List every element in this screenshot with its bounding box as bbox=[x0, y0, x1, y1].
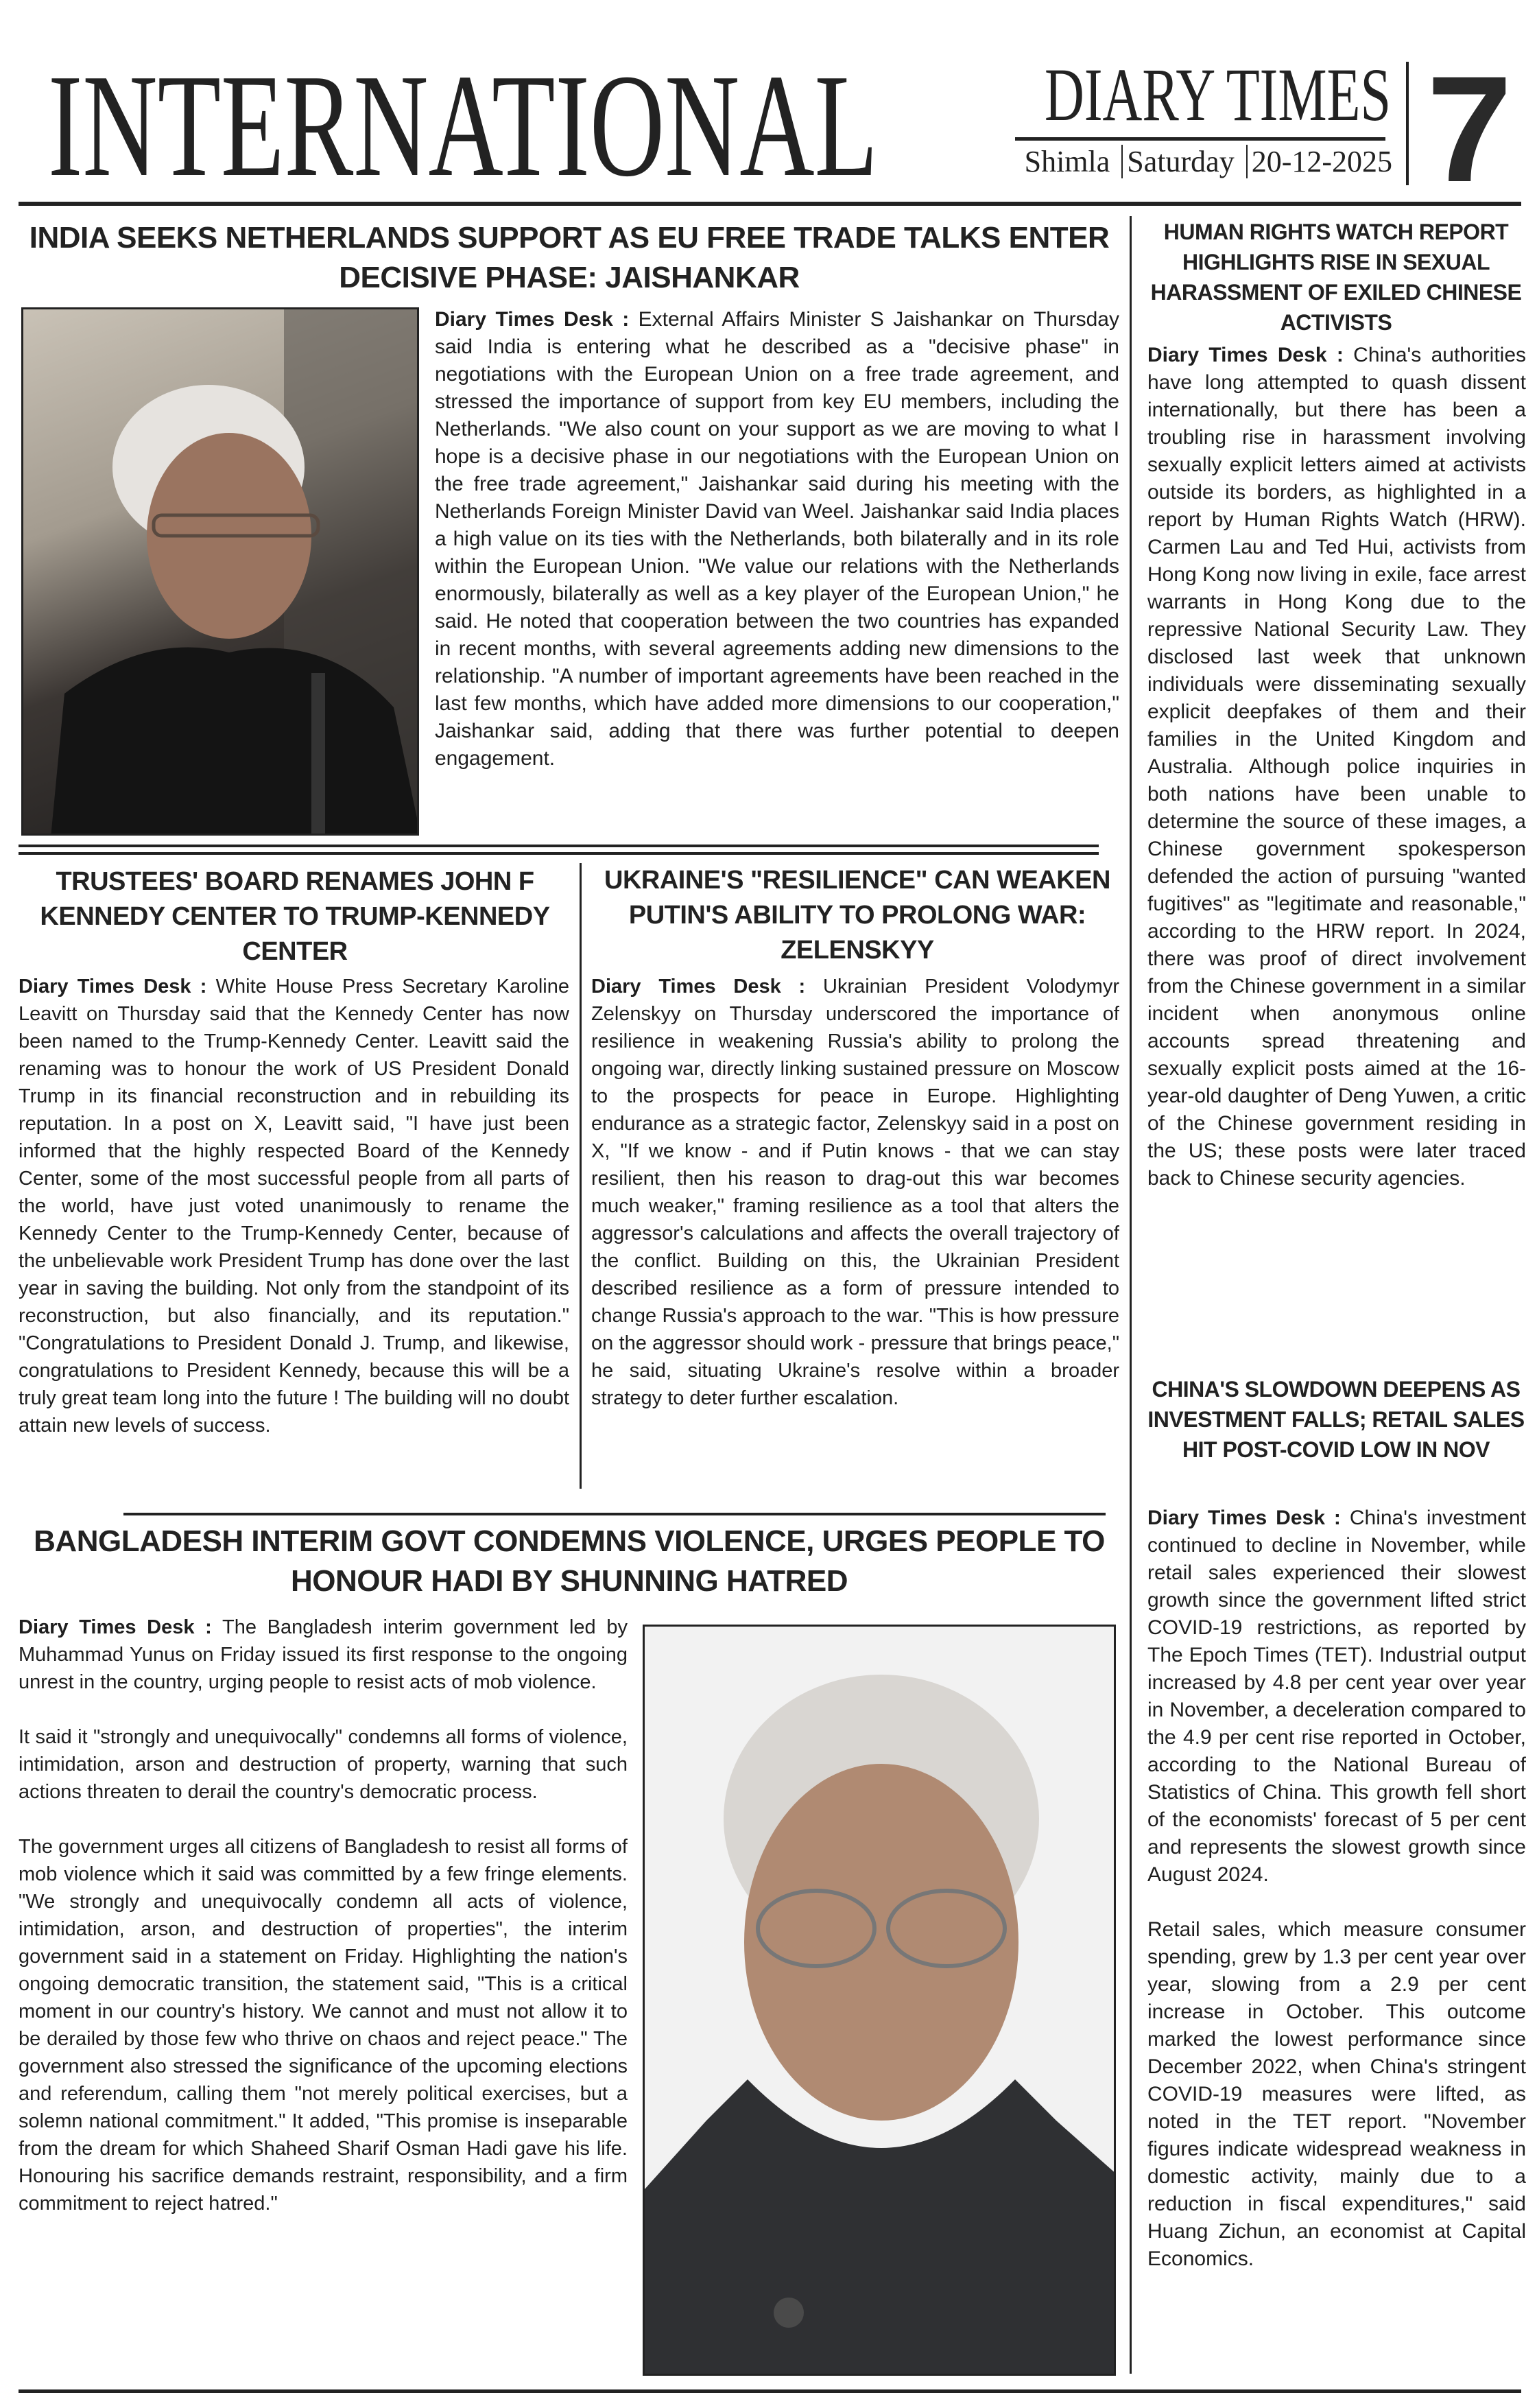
page-number-text: 7 bbox=[1427, 60, 1512, 187]
article-text: Ukrainian President Volodymyr Zelenskyy on Thursday underscored the importance of resilience in weakening Russia's ability to prolong the ongoing war, directly linking sustained pressure on Moscow to the prospects for peace in Europe. Highlighting endurance as a strategic factor, Zelenskyy said in a post on X, "If we know - and if Putin knows - that we can stay resilient, then his reason to drag-out this war becomes much weaker," framing resilience as a tool that alters the aggressor's calculations and affects the overall trajectory of the conflict. Building on this, the Ukrainian President described resilience as a form of pressure intended to change Russia's approach to the war. "This is how pressure on the aggressor should work - pressure that brings peace," he said, situating Ukraine's resolve within a broader strategy to deter further escalation. bbox=[591, 976, 1119, 1409]
section-title bbox=[41, 65, 905, 189]
article-body-zelenskyy bbox=[591, 973, 1119, 1501]
headline-bangladesh: BANGLADESH INTERIM GOVT CONDEMNS VIOLENCE, URGES PEOPLE TO HONOUR HADI BY SHUNNING HATRED bbox=[34, 1524, 1105, 1598]
article-body-hrw bbox=[1147, 342, 1526, 1364]
desk-label: Diary Times Desk : bbox=[1147, 344, 1344, 366]
paper-name-text: DIARY TIMES bbox=[1045, 62, 1391, 127]
double-rule-bottom bbox=[19, 852, 1099, 855]
article-paragraph: Retail sales, which measure consumer spending, grew by 1.3 per cent year over year, slowing from a 2.9 per cent increase in October. This outcome marked the lowest performance since December 2022, when China's stringent COVID-19 measures were lifted, as noted in the TET report. "November figures indicate widespread weakness in domestic activity, mainly due to a reduction in fiscal expenditures," said Huang Zichun, an economist at Capital Economics. bbox=[1147, 1918, 1526, 2270]
masthead-rule bbox=[19, 202, 1521, 206]
desk-label: Diary Times Desk : bbox=[19, 976, 207, 998]
double-rule-top bbox=[19, 845, 1099, 847]
masthead-underline bbox=[1015, 137, 1385, 141]
article-paragraph: China's investment continued to decline in November, while retail sales experienced their slowest growth since the government lifted strict COVID-19 restrictions, as reported by The Epoch Times (TET). Industrial output increased by 4.8 per cent year over year in November, a deceleration compared to the 4.9 per cent rise reported in October, according to the National Bureau of Statistics of China. This growth fell short of the economists' forecast of 5 per cent and represents the slowest growth since August 2024. bbox=[1147, 1507, 1526, 1886]
photo-jaishankar bbox=[21, 307, 419, 836]
desk-label: Diary Times Desk : bbox=[591, 976, 806, 998]
desk-label: Diary Times Desk : bbox=[1147, 1507, 1341, 1529]
headline-zelenskyy: UKRAINE'S "RESILIENCE" CAN WEAKEN PUTIN'S ABILITY TO PROLONG WAR: ZELENSKYY bbox=[604, 866, 1110, 965]
paper-name bbox=[1039, 62, 1396, 127]
dateline bbox=[1008, 143, 1392, 181]
right-column-divider bbox=[1130, 216, 1132, 2374]
article-text: External Affairs Minister S Jaishankar on Thursday said India is entering what he described as a "decisive phase" in negotiations with the European Union on a free trade agreement, and stressed the importance of support from key EU members, including the Netherlands. "We also count on your support as we are moving to what I hope is a decisive phase in our negotiations with the European Union on the free trade agreement," Jaishankar said during his meeting with the Netherlands Foreign Minister David van Weel. Jaishankar said India places a high value on its ties with the Netherlands, both bilaterally and in its role within the European Union. "We value our relations with the Netherlands enormously, bilaterally as well as a key player of the European Union," he said. He noted that cooperation between the two countries has expanded in recent months, with several agreements adding new dimensions to the relationship. "A number of important agreements have been reached in the last few months, which have added more dimensions to our cooperation," Jaishankar said, adding that there was further potential to deepen engagement. bbox=[435, 308, 1119, 770]
article-paragraph: It said it "strongly and unequivocally" condemns all forms of violence, intimidation, arson and destruction of property, warning that such actions threaten to derail the country's democratic process. bbox=[19, 1726, 628, 1803]
column-divider bbox=[580, 863, 582, 1489]
article-paragraph: The government urges all citizens of Bangladesh to resist all forms of mob violence which it said was committed by a few fringe elements. "We strongly and unequivocally condemn all acts of violence, intimidation, arson, and destruction of properties", the interim government said in a statement on Friday. Highlighting the nation's ongoing democratic transition, the statement said, "This is a critical moment in our country's history. We cannot and must not allow it to be derailed by those few who thrive on chaos and reject peace." The government also stressed the significance of the upcoming elections and referendum, calling them "not merely political exercises, but a solemn national commitment." It added, "This promise is inseparable from the dream for which Shaheed Sharif Osman Hadi gave his life. Honouring his sacrifice demands restraint, responsibility, and a firm commitment to reject hatred." bbox=[19, 1836, 628, 2215]
headline-china: CHINA'S SLOWDOWN DEEPENS AS INVESTMENT FALLS; RETAIL SALES HIT POST-COVID LOW IN NOV bbox=[1147, 1377, 1525, 1462]
section-title-text: INTERNATIONAL bbox=[48, 65, 878, 189]
desk-label: Diary Times Desk : bbox=[435, 308, 630, 331]
page-number bbox=[1423, 60, 1519, 187]
masthead-divider bbox=[1406, 62, 1409, 185]
dateline-date: 20-12-2025 bbox=[1251, 145, 1392, 178]
portrait-yunus-image bbox=[645, 1627, 1116, 2376]
photo-yunus bbox=[643, 1625, 1116, 2376]
article-paragraph: The Bangladesh interim government led by Muhammad Yunus on Friday issued its first response to the ongoing unrest in the country, urging people to resist acts of mob violence. bbox=[19, 1616, 628, 1693]
footer-rule bbox=[19, 2389, 1521, 2393]
section-rule bbox=[123, 1513, 1106, 1515]
desk-label: Diary Times Desk : bbox=[19, 1616, 212, 1638]
article-text: White House Press Secretary Karoline Leavitt on Thursday said that the Kennedy Center has now been named to the Trump-Kennedy Center. Leavitt said the renaming was to honour the work of US President Donald Trump in its financial reconstruction and in rebuilding its reputation. In a post on X, Leavitt said, "I have just been informed that the highly respected Board of the Kennedy Center, some of the most successful people from all parts of the world, have just voted unanimously to rename the Kennedy Center to the Trump-Kennedy Center, because of the unbelievable work President Trump has done over the last year in saving the building. Not only from the standpoint of its reconstruction, but also financially, and its reputation." "Congratulations to President Donald J. Trump, and likewise, congratulations to President Kennedy, because this will be a truly great team long into the future ! The building will no doubt attain new levels of success. bbox=[19, 976, 569, 1437]
headline-kennedy: TRUSTEES' BOARD RENAMES JOHN F KENNEDY CENTER TO TRUMP-KENNEDY CENTER bbox=[40, 867, 550, 966]
article-text: China's authorities have long attempted to quash dissent internationally, but there has been a troubling rise in harassment involving sexually explicit letters aimed at activists outside its borders, as highlighted in a report by Human Rights Watch (HRW). Carmen Lau and Ted Hui, activists from Hong Kong now living in exile, face arrest warrants in Hong Kong due to the repressive National Security Law. They disclosed last week that unknown individuals were disseminating sexually explicit deepfakes of them and their families in the United Kingdom and Australia. Although police inquiries in both nations have been unable to determine the source of these images, a Chinese government spokesperson defended the action of pursuing "wanted fugitives" as "legitimate and reasonable," according to the HRW report. In 2024, there was proof of direct involvement from the Chinese government in a similar incident when anonymous online accounts spread threatening and sexually explicit posts aimed at the 16-year-old daughter of Deng Yuwen, a critic of the Chinese government residing in the US; these posts were later traced back to Chinese security agencies. bbox=[1147, 344, 1526, 1190]
article-body-bangladesh bbox=[19, 1614, 628, 2368]
headline-jaishankar: INDIA SEEKS NETHERLANDS SUPPORT AS EU FREE TRADE TALKS ENTER DECISIVE PHASE: JAISHANKAR bbox=[29, 221, 1110, 294]
article-body-jaishankar bbox=[435, 306, 1119, 834]
article-body-kennedy bbox=[19, 973, 569, 1501]
dateline-location: Shimla bbox=[1024, 145, 1110, 178]
portrait-jaishankar-image bbox=[23, 309, 419, 836]
article-body-china bbox=[1147, 1504, 1526, 2369]
dateline-day: Saturday bbox=[1127, 145, 1235, 178]
headline-hrw: HUMAN RIGHTS WATCH REPORT HIGHLIGHTS RISE IN SEXUAL HARASSMENT OF EXILED CHINESE ACTIVISTS bbox=[1150, 220, 1522, 335]
